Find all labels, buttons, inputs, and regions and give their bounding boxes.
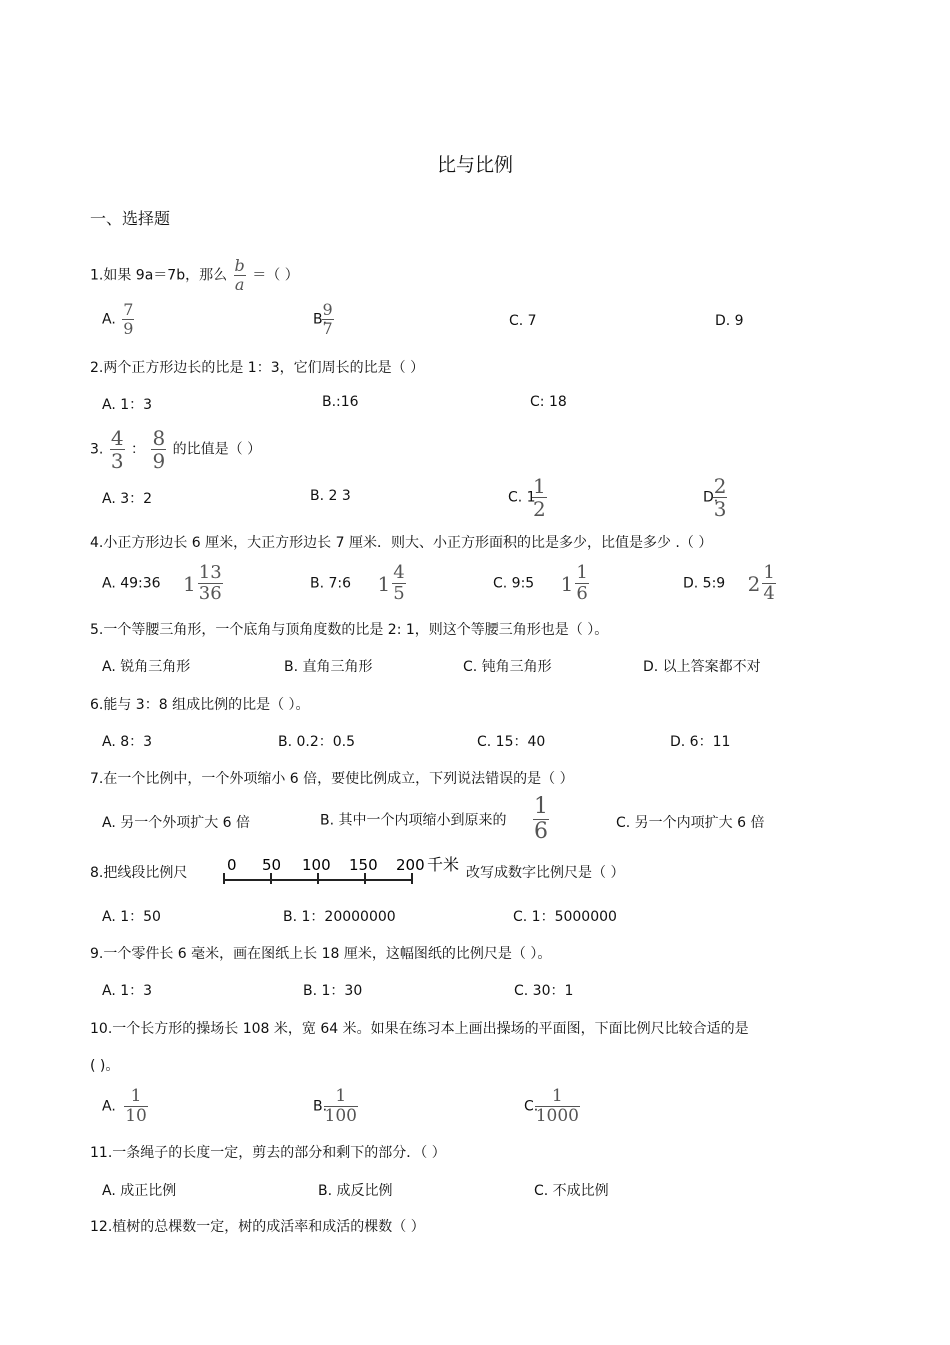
fraction: $\frac{1}{10}$ (125, 1086, 147, 1126)
question-11: 11.一条绳子的长度一定，剪去的部分和剩下的部分．（ ） (90, 1145, 446, 1161)
option-c[interactable]: C. 不成比例 (534, 1183, 609, 1199)
option-c[interactable]: C. 7 (509, 313, 537, 329)
scale-tick-label: 0 (227, 856, 237, 874)
option-b[interactable]: B. 其中一个内项缩小到原来的 $\frac{1}{6}$ (320, 794, 548, 844)
option-d[interactable]: D. 6：11 (670, 734, 731, 750)
option-c[interactable]: C. 钝角三角形 (463, 659, 552, 675)
option-a[interactable]: A. $\frac{1}{10}$ (102, 1086, 147, 1126)
option-a[interactable]: A. 另一个外项扩大 6 倍 (102, 815, 251, 831)
question-10: 10.一个长方形的操场长 108 米，宽 64 米。如果在练习本上画出操场的平面图，下面比例尺比较合适的是 (90, 1021, 749, 1037)
scale-tick-label: 200 (396, 856, 425, 874)
question-text: 1.如果 9a＝7b，那么 (90, 267, 228, 284)
scale-tick-label: 50 (262, 856, 282, 874)
fraction: $\frac{7}{9}$ (123, 300, 134, 338)
scale-bar-graphic (220, 856, 465, 890)
fraction: $\frac{1}{100}$ (324, 1086, 357, 1126)
question-2: 2.两个正方形边长的比是 1：3，它们周长的比是（ ） (90, 360, 425, 376)
section-heading: 一、选择题 (90, 209, 171, 228)
option-a[interactable]: A. 1：50 (102, 909, 161, 925)
question-text-tail: ＝（ ） (252, 267, 299, 284)
option-c[interactable]: C. 30：1 (514, 983, 574, 999)
question-12: 12.植树的总棵数一定，树的成活率和成活的棵数（ ） (90, 1219, 425, 1235)
question-5: 5.一个等腰三角形，一个底角与顶角度数的比是 2: 1，则这个等腰三角形也是（ ）。 (90, 622, 609, 638)
option-d[interactable]: D. $\frac{2}{3}$ (703, 474, 727, 521)
option-a[interactable]: A. 锐角三角形 (102, 659, 191, 675)
fraction: $\frac{2}{3}$ (713, 474, 727, 521)
option-a[interactable]: A. 1：3 (102, 983, 153, 999)
option-c[interactable]: C. $\frac{1}{1000}$ (524, 1086, 579, 1126)
fraction-b-over-a: $\frac{b}{a}$ (234, 256, 245, 294)
option-a[interactable]: A. 1：3 (102, 397, 153, 413)
option-c[interactable]: C. 1：5000000 (513, 909, 617, 925)
scale-tick-label: 100 (302, 856, 331, 874)
question-1 (90, 258, 299, 293)
fraction: $\frac{1}{1000}$ (535, 1086, 579, 1126)
question-9: 9.一个零件长 6 毫米，画在图纸上长 18 厘米，这幅图纸的比例尺是（ ）。 (90, 946, 552, 962)
fraction: $\frac{1}{2}$ (533, 474, 546, 521)
mixed-number: 1 $\frac{4}{5}$ (377, 562, 405, 604)
option-a[interactable]: A. 成正比例 (102, 1183, 177, 1199)
question-10-line2: ( )。 (90, 1058, 120, 1074)
question-6: 6.能与 3：8 组成比例的比是（ ）。 (90, 697, 310, 713)
option-c[interactable]: C. 15：40 (477, 734, 546, 750)
fraction: $\frac{4}{3}$ (110, 426, 124, 473)
option-c[interactable]: C: 18 (530, 394, 567, 410)
option-b[interactable]: B. 2 3 (310, 488, 351, 504)
mixed-number: 1 $\frac{13}{36}$ (183, 562, 222, 604)
mixed-number: 2 $\frac{1}{4}$ (747, 562, 775, 604)
question-8: 8.把线段比例尺 (90, 865, 188, 881)
fraction: $\frac{1}{6}$ (533, 794, 548, 844)
question-3: 3. $\frac{4}{3}$ ： $\frac{8}{9}$ 的比值是（ ） (90, 426, 262, 473)
mixed-number: 1 $\frac{1}{6}$ (560, 562, 588, 604)
option-b[interactable]: B. 0.2：0.5 (278, 734, 356, 750)
option-b[interactable]: B. 1：20000000 (283, 909, 396, 925)
option-d[interactable]: D. 以上答案都不对 (643, 659, 761, 675)
option-c[interactable]: C. 另一个内项扩大 6 倍 (616, 815, 765, 831)
option-a[interactable]: A. $\frac{7}{9}$ (102, 300, 134, 338)
question-8-tail: 改写成数字比例尺是（ ） (466, 865, 625, 881)
option-c[interactable]: C. 1 $\frac{1}{2}$ (508, 474, 546, 521)
option-b[interactable]: B. $\frac{1}{100}$ (313, 1086, 357, 1126)
option-b[interactable]: B.:16 (322, 394, 359, 410)
line-scale-bar (220, 856, 465, 894)
document-title: 比与比例 (436, 154, 513, 176)
option-b[interactable]: B. 7:6 1 $\frac{4}{5}$ (310, 564, 408, 603)
option-c[interactable]: C. 9:5 1 $\frac{1}{6}$ (493, 564, 591, 603)
option-b[interactable]: B. 成反比例 (318, 1183, 393, 1199)
fraction: $\frac{9}{7}$ (322, 300, 333, 338)
option-d[interactable]: D. 9 (715, 313, 744, 329)
option-a[interactable]: A. 8：3 (102, 734, 153, 750)
question-4: 4.小正方形边长 6 厘米，大正方形边长 7 厘米．则大、小正方形面积的比是多少，比值是多少 .（ ） (90, 535, 713, 551)
fraction: $\frac{8}{9}$ (152, 426, 166, 473)
option-a[interactable]: A. 3：2 (102, 491, 153, 507)
question-7: 7.在一个比例中，一个外项缩小 6 倍，要使比例成立，下列说法错误的是（ ） (90, 771, 574, 787)
option-b[interactable]: B. 直角三角形 (284, 659, 373, 675)
option-b[interactable]: B. $\frac{9}{7}$ (313, 300, 333, 338)
scale-tick-label: 150 (349, 856, 378, 874)
scale-unit-label: 千米 (427, 856, 460, 874)
option-b[interactable]: B. 1：30 (303, 983, 363, 999)
option-d[interactable]: D. 5:9 2 $\frac{1}{4}$ (683, 564, 778, 603)
option-a[interactable]: A. 49:36 1 $\frac{13}{36}$ (102, 564, 225, 603)
